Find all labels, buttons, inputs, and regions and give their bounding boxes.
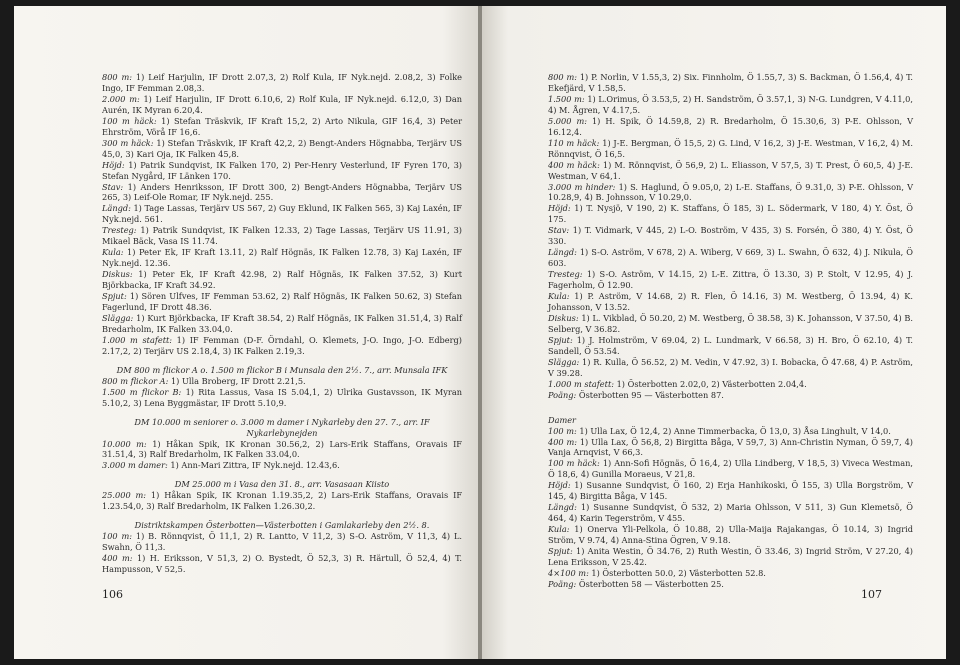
result-paragraph [102, 376, 462, 387]
result-paragraph [548, 426, 913, 437]
event-label: Kula: [548, 524, 570, 535]
event-label: 1.500 m: [548, 93, 585, 104]
result-text: 1) Stefan Träskvik, IF Kraft 15,2, 2) Arto Nikula, GIF 16,4, 3) Peter Ehrström, Vörå IF 16,6. [102, 115, 463, 137]
result-text: 1) H. Spik, Ö 14.59,8, 2) R. Bredarholm, Ö 15.30,6, 3) P-E. Ohlsson, V 16.12,4. [548, 115, 913, 137]
result-text: 1) J-E. Bergman, Ö 15,5, 2) G. Lind, V 16,2, 3) J-E. Westman, V 16,2, 4) M. Rönnqvist, Ö 16,5. [548, 137, 913, 159]
event-label: Stav: [548, 225, 570, 236]
result-text: 1) R. Kulla, Ö 56.52, 2) M. Vedin, V 47.92, 3) I. Bobacka, Ö 47.68, 4) P. Aström, V 39.28. [548, 356, 913, 378]
result-paragraph [102, 531, 462, 553]
result-text: 1) Stefan Träskvik, IF Kraft 42,2, 2) Bengt-Anders Högnabba, Terjärv US 45,0, 3) Kari Oja, IK Falken 45,8. [102, 137, 462, 159]
event-label: Tresteg: [102, 225, 137, 236]
result-paragraph [102, 439, 462, 461]
result-text: 1) L. Vikblad, Ö 50.20, 2) M. Westberg, Ö 38.58, 3) K. Johansson, V 37.50, 4) B. Selberg, V 36.82. [548, 312, 913, 334]
right-page-number: 107 [861, 588, 882, 601]
event-label: 800 m: [548, 72, 577, 82]
right-page [480, 6, 946, 659]
result-paragraph [102, 479, 462, 490]
result-paragraph [548, 116, 913, 138]
event-label: Spjut: [102, 291, 127, 302]
result-text: 1) Ann-Mari Zittra, IF Nyk.nejd. 12.43,6. [167, 460, 340, 471]
result-text: 1) M. Rönnqvist, Ö 56,9, 2) L. Eliasson, V 57,5, 3) T. Prest, Ö 60,5, 4) J-E. Westman, V 64,1. [548, 159, 913, 181]
event-label: 100 m häck: [102, 115, 157, 126]
event-label: 400 m: [548, 436, 577, 447]
event-label: Kula: [102, 247, 124, 258]
result-paragraph [102, 182, 462, 204]
result-text: 1) S-O. Aström, V 678, 2) A. Wiberg, V 669, 3) L. Swahn, Ö 632, 4) J. Nikula, Ö 603. [548, 247, 913, 269]
result-paragraph [548, 225, 913, 247]
event-label: Slägga: [548, 356, 580, 367]
result-text: 1) P. Norlin, V 1.55,3, 2) Six. Finnholm, Ö 1.55,7, 3) S. Backman, Ö 1.56,4, 4) T. Ekefjärd, V 1.58,5. [548, 72, 913, 93]
event-label: DM 800 m flickor A o. 1.500 m flickor B i Munsala den 2½. 7., arr. Munsala IFK [116, 364, 448, 375]
result-text: 1) Rita Lassus, Vasa IS 5.04,1, 2) Ulrika Gustavsson, IK Myran 5.10,2, 3) Lena Byggmästar, IF Drott 5.10,9. [102, 386, 462, 408]
event-label: 1.000 m stafett: [102, 334, 173, 345]
event-label: Damer [548, 414, 576, 425]
left-page-number: 106 [102, 588, 123, 601]
event-label: Höjd: [102, 159, 125, 170]
result-text: 1) Ulla Lax, Ö 12,4, 2) Anne Timmerbacka, Ö 13,0, 3) Åsa Linghult, V 14,0. [576, 425, 891, 436]
result-text: 1) Leif Harjulin, IF Drott 6.10,6, 2) Rolf Kula, IF Nyk.nejd. 6.12,0, 3) Dan Aurén, IK Myran 6.20,4. [102, 93, 462, 115]
result-paragraph [102, 387, 462, 409]
result-paragraph [102, 160, 462, 182]
result-paragraph [548, 415, 913, 426]
result-text: 1) Tage Lassas, Terjärv US 567, 2) Guy Eklund, IK Falken 565, 3) Kaj Laxén, IF Nyk.nejd. 561. [102, 203, 462, 225]
result-paragraph [102, 553, 462, 575]
result-text: 1) H. Eriksson, V 51,3, 2) O. Bystedt, Ö 52,3, 3) R. Härtull, Ö 52,4, 4) T. Hampusson, V 52,5. [102, 553, 462, 575]
result-paragraph [102, 94, 462, 116]
result-paragraph [548, 182, 913, 204]
event-label: Poäng: [548, 578, 577, 589]
result-text: 1) Ann-Sofi Högnäs, Ö 16,4, 2) Ulla Lindberg, V 18,5, 3) Viveca Westman, Ö 18,6, 4) Gunilla Moraeus, V 21,8. [548, 458, 913, 480]
event-label: DM 10.000 m seniorer o. 3.000 m damer i Nykarleby den 27. 7., arr. IF Nykarlebynejden [134, 416, 430, 438]
event-label: 25.000 m: [102, 490, 147, 501]
result-paragraph [102, 72, 462, 94]
event-label: 100 m: [102, 531, 133, 542]
event-label: 2.000 m: [102, 93, 140, 104]
result-paragraph [548, 390, 913, 401]
result-text: Österbotten 95 — Västerbotten 87. [576, 389, 724, 400]
result-paragraph [548, 160, 913, 182]
result-text: Österbotten 58 — Västerbotten 25. [576, 578, 724, 589]
left-page [14, 6, 480, 659]
result-text: 1) Peter Ek, IF Kraft 42.98, 2) Ralf Högnäs, IK Falken 37.52, 3) Kurt Björkbacka, IF Kraft 34.92. [102, 269, 462, 291]
result-paragraph [102, 460, 462, 471]
result-paragraph [102, 490, 462, 512]
result-text: 1) T. Nysjö, V 190, 2) K. Staffans, Ö 185, 3) L. Södermark, V 180, 4) Y. Öst, Ö 175. [548, 203, 913, 225]
result-text: 1) Leif Harjulin, IF Drott 2.07,3, 2) Rolf Kula, IF Nyk.nejd. 2.08,2, 3) Folke Ingo, IF Femman 2.08,3. [102, 72, 462, 93]
event-label: Distriktskampen Österbotten—Västerbotten i Gamlakarleby den 2½. 8. [134, 520, 430, 531]
result-paragraph [102, 247, 462, 269]
event-label: 10.000 m: [102, 438, 147, 449]
event-label: 1.500 m flickor B: [102, 386, 182, 397]
right-page-text [548, 72, 913, 590]
event-label: 110 m häck: [548, 137, 600, 148]
result-paragraph [548, 546, 913, 568]
event-label: 800 m: [102, 72, 133, 82]
left-page-text [102, 72, 462, 575]
result-paragraph [102, 520, 462, 531]
result-paragraph [102, 138, 462, 160]
event-label: Höjd: [548, 480, 571, 491]
result-text: 1) Peter Ek, IF Kraft 13.11, 2) Ralf Högnäs, IK Falken 12.78, 3) Kaj Laxén, IF Nyk.nejd. 12.36. [102, 247, 462, 269]
result-paragraph [102, 225, 462, 247]
result-paragraph [548, 568, 913, 579]
result-text: 1) P. Aström, V 14.68, 2) R. Flen, Ö 14.16, 3) M. Westberg, Ö 13.94, 4) K. Johansson, V 13.52. [548, 291, 913, 313]
result-text: 1) S. Haglund, Ö 9.05,0, 2) L-E. Staffans, Ö 9.31,0, 3) P-E. Ohlsson, V 10.28,9, 4) B. Johnsson, V 10.29,0. [548, 181, 913, 203]
event-label: Tresteg: [548, 269, 583, 280]
event-label: 800 m flickor A: [102, 375, 169, 386]
result-text: 1) Sören Ulfves, IF Femman 53.62, 2) Ralf Högnäs, IK Falken 50.62, 3) Stefan Fagerlund, IF Drott 48.36. [102, 291, 462, 313]
result-text: 1) Ulla Broberg, IF Drott 2.21,5. [168, 375, 306, 386]
result-paragraph [548, 291, 913, 313]
result-text: 1) Österbotten 2.02,0, 2) Västerbotten 2.04,4. [614, 378, 807, 389]
event-label: Längd: [548, 247, 577, 258]
result-text: 1) Patrik Sundqvist, IK Falken 12.33, 2) Tage Lassas, Terjärv US 11.91, 3) Mikael Bäck, Vasa IS 11.74. [102, 225, 462, 247]
result-paragraph [102, 335, 462, 357]
event-label: Diskus: [548, 312, 579, 323]
result-text: 1) Anita Westin, Ö 34.76, 2) Ruth Westin, Ö 33.46, 3) Ingrid Ström, V 27.20, 4) Lena Eriksson, V 25.42. [548, 546, 913, 567]
result-paragraph [548, 502, 913, 524]
result-paragraph [548, 437, 913, 459]
result-paragraph [548, 357, 913, 379]
event-label: 3.000 m damer: [102, 460, 168, 471]
result-text: 1) B. Rönnqvist, Ö 11,1, 2) R. Lantto, V 11,2, 3) S-O. Aström, V 11,3, 4) L. Swahn, Ö 11,3. [102, 531, 462, 553]
event-label: Kula: [548, 291, 570, 302]
result-paragraph [548, 94, 913, 116]
result-text: 1) Susanne Sundqvist, Ö 532, 2) Maria Ohlsson, V 511, 3) Gun Klemetsö, Ö 464, 4) Karin Tegerström, V 455. [548, 502, 913, 524]
result-text: 1) IF Femman (D-F. Örndahl, O. Klemets, J-O. Ingo, J-O. Edberg) 2.17,2, 2) Terjärv US 2.18,4, 3) IK Falken 2.19,3. [102, 334, 462, 356]
event-label: DM 25.000 m i Vasa den 31. 8., arr. Vasasaan Kiisto [174, 479, 390, 490]
result-paragraph [102, 116, 462, 138]
event-label: Höjd: [548, 203, 571, 214]
result-paragraph [548, 138, 913, 160]
event-label: 300 m häck: [102, 137, 154, 148]
result-paragraph [548, 458, 913, 480]
result-paragraph [102, 291, 462, 313]
book-gutter [478, 6, 482, 659]
result-paragraph [548, 72, 913, 94]
result-paragraph [548, 247, 913, 269]
result-paragraph [548, 313, 913, 335]
result-text: 1) Håkan Spik, IK Kronan 30.56,2, 2) Lars-Erik Staffans, Oravais IF 31.51,4, 3) Ralf Bredarholm, IK Falken 33.04,0. [102, 438, 462, 460]
result-text: 1) Kurt Björkbacka, IF Kraft 38.54, 2) Ralf Högnäs, IK Falken 31.51,4, 3) Ralf Bredarholm, IK Falken 33.04,0. [102, 312, 462, 334]
result-paragraph [548, 335, 913, 357]
event-label: Poäng: [548, 389, 577, 400]
event-label: Spjut: [548, 334, 573, 345]
result-text: 1) Österbotten 50.0, 2) Västerbotten 52.8. [588, 567, 766, 578]
event-label: 3.000 m hinder: [548, 181, 616, 192]
result-text: 1) Patrik Sundqvist, IK Falken 170, 2) Per-Henry Vesterlund, IF Fyren 170, 3) Stefan Nygård, IF Länken 170. [102, 159, 462, 181]
result-text: 1) J. Holmström, V 69.04, 2) L. Lundmark, V 66.58, 3) H. Bro, Ö 62.10, 4) T. Sandell, Ö 53.54. [548, 334, 913, 356]
result-paragraph [548, 579, 913, 590]
result-paragraph [102, 269, 462, 291]
event-label: Diskus: [102, 269, 133, 280]
result-paragraph [548, 524, 913, 546]
event-label: 400 m: [102, 553, 133, 564]
event-label: Längd: [548, 502, 577, 513]
event-label: Längd: [102, 203, 131, 214]
event-label: 4×100 m: [548, 567, 589, 578]
result-text: 1) Håkan Spik, IK Kronan 1.19.35,2, 2) Lars-Erik Staffans, Oravais IF 1.23.54,0, 3) Ralf Bredarholm, IK Falken 1.26.30,2. [102, 490, 462, 512]
event-label: 5.000 m: [548, 115, 587, 126]
result-text: 1) S-O. Aström, V 14.15, 2) L-E. Zittra, Ö 13.30, 3) P. Stolt, V 12.95, 4) J. Fagerholm, Ö 12.90. [548, 269, 913, 291]
result-paragraph [548, 203, 913, 225]
result-paragraph [102, 313, 462, 335]
result-paragraph [548, 269, 913, 291]
result-paragraph [548, 379, 913, 390]
result-text: 1) Susanne Sundqvist, Ö 160, 2) Erja Hanhikoski, Ö 155, 3) Ulla Borgström, V 145, 4) Birgitta Båga, V 145. [548, 480, 913, 502]
event-label: 100 m häck: [548, 458, 600, 469]
result-text: 1) Ulla Lax, Ö 56,8, 2) Birgitta Båga, V 59,7, 3) Ann-Christin Nyman, Ö 59,7, 4) Vanja Arnqvist, V 66,3. [548, 436, 913, 458]
event-label: Spjut: [548, 546, 573, 557]
result-text: 1) Anders Henriksson, IF Drott 300, 2) Bengt-Anders Högnabba, Terjärv US 265, 3) Leif-Ole Romar, IF Nyk.nejd. 255. [102, 181, 462, 203]
result-text: 1) Onerva Yli-Pelkola, Ö 10.88, 2) Ulla-Maija Rajakangas, Ö 10.14, 3) Ingrid Ström, V 9.74, 4) Anna-Stina Ögren, V 9.18. [548, 524, 913, 546]
result-text: 1) L.Orimus, Ö 3.53,5, 2) H. Sandström, Ö 3.57,1, 3) N-G. Lundgren, V 4.11,0, 4) M. Ågren, V 4.17,5. [548, 93, 913, 115]
event-label: Slägga: [102, 312, 134, 323]
event-label: 1.000 m stafett: [548, 378, 614, 389]
result-paragraph [102, 365, 462, 376]
event-label: Stav: [102, 181, 124, 192]
result-paragraph [548, 480, 913, 502]
event-label: 400 m häck: [548, 159, 600, 170]
result-text: 1) T. Vidmark, V 445, 2) L-O. Boström, V 435, 3) S. Forsén, Ö 380, 4) Y. Öst, Ö 330. [548, 225, 913, 247]
book-spread [14, 6, 946, 659]
result-paragraph [102, 417, 462, 439]
event-label: 100 m: [548, 425, 577, 436]
result-paragraph [102, 203, 462, 225]
